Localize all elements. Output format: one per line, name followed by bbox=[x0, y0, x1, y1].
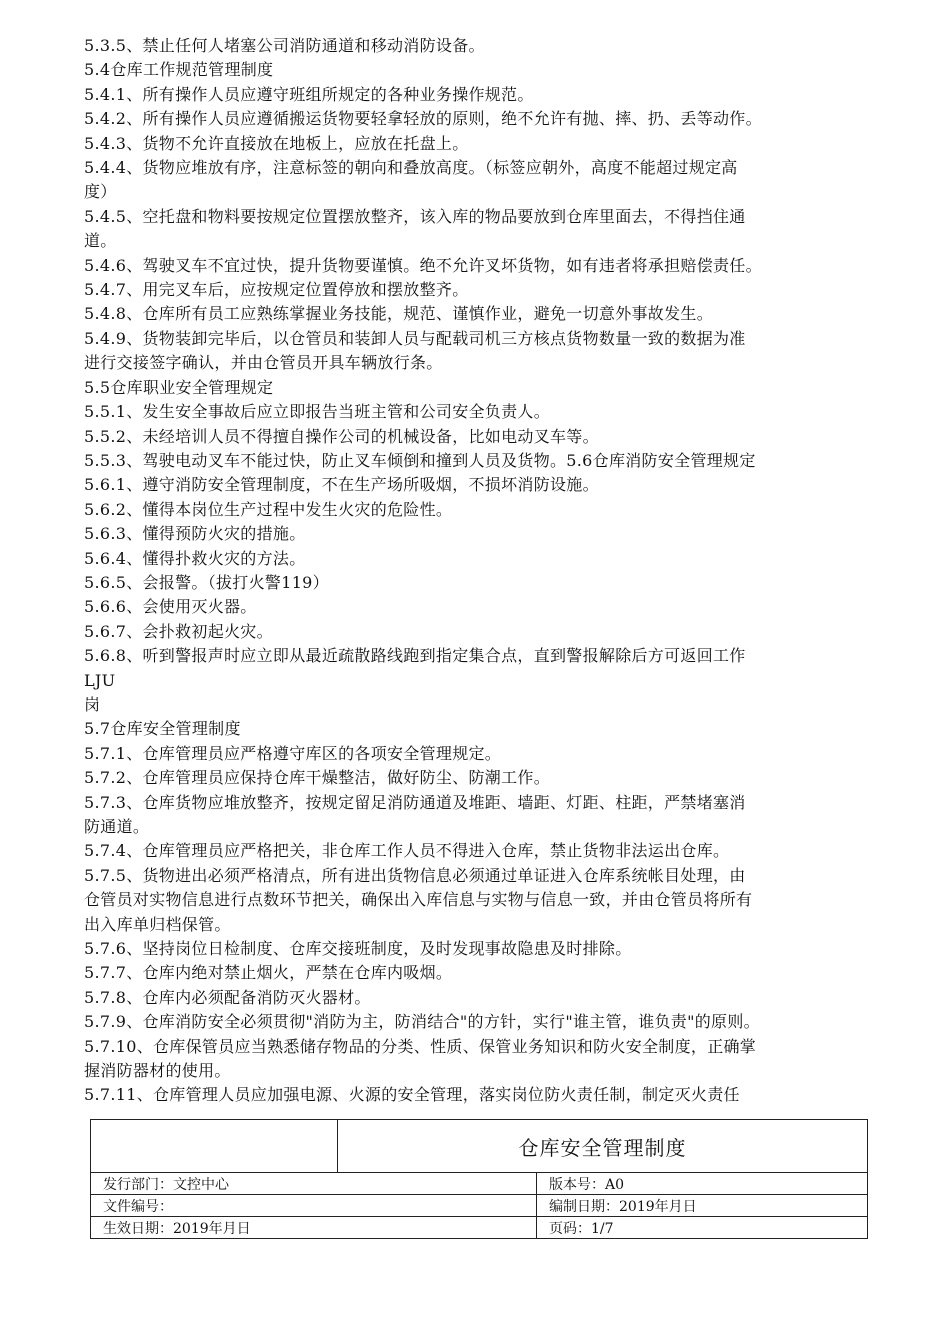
footer-logo-cell bbox=[91, 1120, 338, 1173]
footer-page: 页码：1/7 bbox=[537, 1217, 868, 1239]
document-line: 5.7.6、坚持岗位日检制度、仓库交接班制度，及时发现事故隐患及时排除。 bbox=[84, 939, 632, 959]
footer-compile-date: 编制日期：2019年月日 bbox=[537, 1195, 868, 1217]
document-line: 5.4.5、空托盘和物料要按规定位置摆放整齐，该入库的物品要放到仓库里面去，不得挡住通 bbox=[84, 206, 746, 226]
document-line: 5.7.1、仓库管理员应严格遵守库区的各项安全管理规定。 bbox=[84, 743, 502, 763]
footer-department: 发行部门：文控中心 bbox=[91, 1173, 537, 1195]
document-line: 5.6.7、会扑救初起火灾。 bbox=[84, 621, 273, 641]
document-line: 5.6.4、懂得扑救火灾的方法。 bbox=[84, 548, 306, 568]
footer-row-1 bbox=[91, 1173, 868, 1195]
footer-effective-date: 生效日期：2019年月日 bbox=[91, 1217, 537, 1239]
document-body bbox=[84, 34, 884, 1108]
footer-row-2 bbox=[91, 1195, 868, 1217]
document-line: 5.6.6、会使用灭火器。 bbox=[84, 597, 257, 617]
footer-title: 仓库安全管理制度 bbox=[338, 1120, 868, 1173]
document-line: 5.5.1、发生安全事故后应立即报告当班主管和公司安全负责人。 bbox=[84, 402, 551, 422]
document-line: 5.5仓库职业安全管理规定 bbox=[84, 377, 274, 397]
document-line: 5.7.7、仓库内绝对禁止烟火，严禁在仓库内吸烟。 bbox=[84, 963, 453, 983]
document-line: 5.4.9、货物装卸完毕后，以仓管员和装卸人员与配载司机三方核点货物数量一致的数据为准 bbox=[84, 328, 746, 348]
document-line: LJU bbox=[84, 670, 116, 690]
document-line: 5.6.8、听到警报声时应立即从最近疏散路线跑到指定集合点，直到警报解除后方可返回工作 bbox=[84, 646, 746, 666]
footer-title-row bbox=[91, 1120, 868, 1173]
document-line: 5.7.5、货物进出必须严格清点，所有进出货物信息必须通过单证进入仓库系统帐目处理，由 bbox=[84, 865, 746, 885]
document-line: 仓管员对实物信息进行点数环节把关，确保出入库信息与实物与信息一致，并由仓管员将所有 bbox=[84, 890, 753, 910]
document-line: 握消防器材的使用。 bbox=[84, 1061, 231, 1081]
document-line: 5.6.1、遵守消防安全管理制度，不在生产场所吸烟，不损坏消防设施。 bbox=[84, 475, 599, 495]
document-line: 5.4.8、仓库所有员工应熟练掌握业务技能，规范、谨慎作业，避免一切意外事故发生。 bbox=[84, 304, 714, 324]
document-line: 5.4.3、货物不允许直接放在地板上，应放在托盘上。 bbox=[84, 133, 469, 153]
document-line: 5.6.3、懂得预防火灾的措施。 bbox=[84, 524, 306, 544]
document-line: 5.4仓库工作规范管理制度 bbox=[84, 60, 274, 80]
document-line: 岗 bbox=[84, 694, 101, 714]
document-line: 5.4.1、所有操作人员应遵守班组所规定的各种业务操作规范。 bbox=[84, 84, 534, 104]
document-line: 5.7.2、仓库管理员应保持仓库干燥整洁，做好防尘、防潮工作。 bbox=[84, 768, 551, 788]
document-line: 进行交接签字确认，并由仓管员开具车辆放行条。 bbox=[84, 353, 443, 373]
document-footer-table bbox=[90, 1119, 868, 1239]
document-line: 5.5.2、未经培训人员不得擅自操作公司的机械设备，比如电动叉车等。 bbox=[84, 426, 599, 446]
footer-version: 版本号：A0 bbox=[537, 1173, 868, 1195]
document-line: 5.4.4、货物应堆放有序，注意标签的朝向和叠放高度。（标签应朝外，高度不能超过规定高 bbox=[84, 158, 738, 178]
document-line: 5.7.11、仓库管理人员应加强电源、火源的安全管理，落实岗位防火责任制，制定灭火责任 bbox=[84, 1085, 740, 1105]
document-line: 道。 bbox=[84, 231, 117, 251]
document-line: 5.4.2、所有操作人员应遵循搬运货物要轻拿轻放的原则，绝不允许有抛、摔、扔、丢等动作。 bbox=[84, 109, 762, 129]
document-line: 度） bbox=[84, 182, 117, 202]
document-line: 5.5.3、驾驶电动叉车不能过快，防止叉车倾倒和撞到人员及货物。5.6仓库消防安全管理规定 bbox=[84, 450, 756, 470]
document-line: 5.3.5、禁止任何人堵塞公司消防通道和移动消防设备。 bbox=[84, 36, 485, 55]
footer-row-3 bbox=[91, 1217, 868, 1239]
document-line: 5.4.7、用完叉车后，应按规定位置停放和摆放整齐。 bbox=[84, 280, 469, 300]
document-line: 防通道。 bbox=[84, 817, 150, 836]
document-line: 5.7仓库安全管理制度 bbox=[84, 719, 241, 739]
document-line: 5.7.10、仓库保管员应当熟悉储存物品的分类、性质、保管业务知识和防火安全制度，正确掌 bbox=[84, 1036, 757, 1056]
document-line: 5.7.9、仓库消防安全必须贯彻"消防为主，防消结合"的方针，实行"谁主管，谁负责"的原则。 bbox=[84, 1012, 760, 1032]
document-line: 5.6.5、会报警。（拔打火警119） bbox=[84, 572, 329, 592]
document-line: 5.7.4、仓库管理员应严格把关，非仓库工作人员不得进入仓库，禁止货物非法运出仓库。 bbox=[84, 841, 730, 861]
footer-file-number: 文件编号： bbox=[91, 1195, 537, 1217]
document-line: 出入库单归档保管。 bbox=[84, 914, 231, 934]
document-line: 5.7.8、仓库内必须配备消防灭火器材。 bbox=[84, 987, 371, 1007]
document-line: 5.7.3、仓库货物应堆放整齐，按规定留足消防通道及堆距、墙距、灯距、柱距，严禁堵塞消 bbox=[84, 792, 746, 812]
document-line: 5.6.2、懂得本岗位生产过程中发生火灾的危险性。 bbox=[84, 499, 453, 519]
document-line: 5.4.6、驾驶叉车不宜过快，提升货物要谨慎。绝不允许叉坏货物，如有违者将承担赔偿责任。 bbox=[84, 255, 762, 275]
